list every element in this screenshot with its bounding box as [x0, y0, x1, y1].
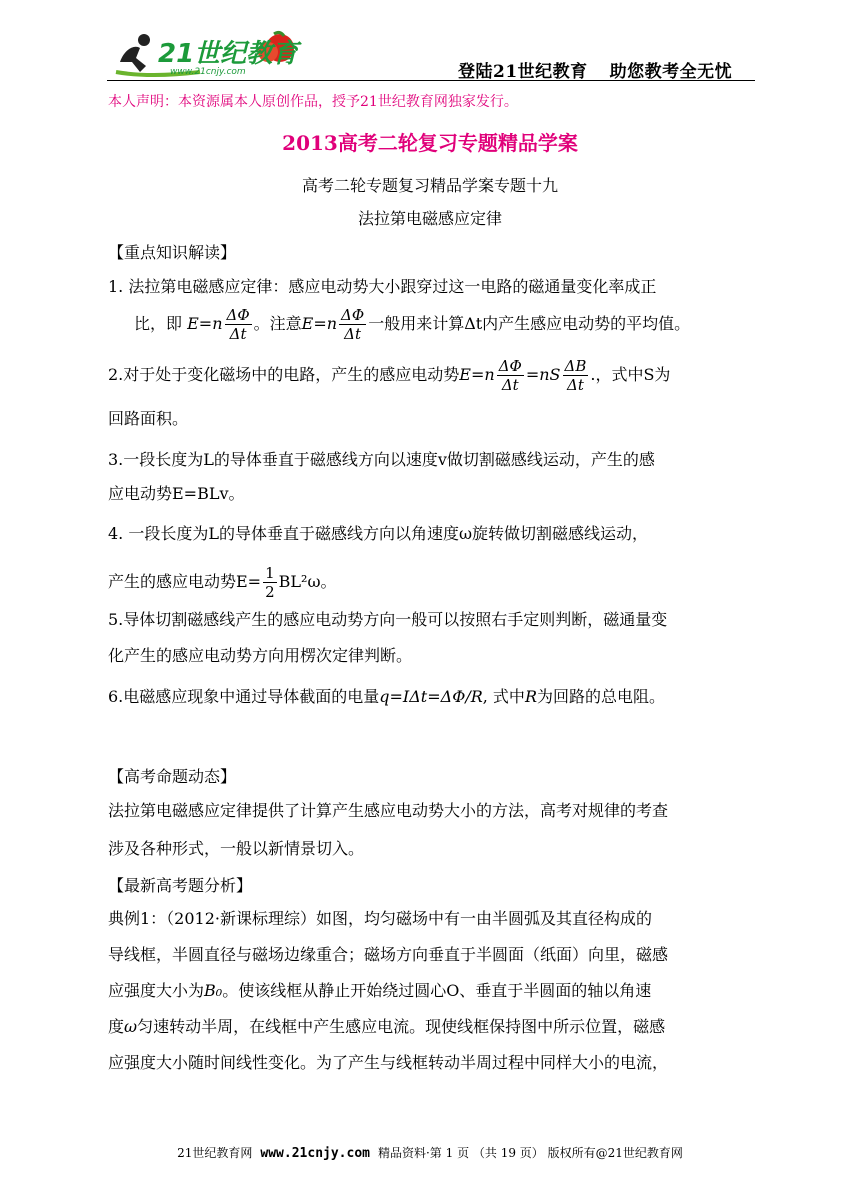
item1-text-a: 比，即 [134, 314, 183, 333]
item3-line2: 应电动势E=BLv。 [108, 484, 245, 503]
item5-line1: 5.导体切割磁感线产生的感应电动势方向一般可以按照右手定则判断，磁通量变 [108, 610, 668, 629]
item1-line1: 1. 法拉第电磁感应定律：感应电动势大小跟穿过这一电路的磁通量变化率成正 [108, 277, 657, 296]
footer-info: 精品资料·第 1 页 （共 19 页） 版权所有@21世纪教育网 [377, 1146, 683, 1160]
fraction-one-half: $\frac{1}{2}$ [265, 564, 275, 601]
item4-text-b: BL²ω。 [278, 572, 337, 591]
logo-graphic [110, 28, 310, 80]
copyright-declaration: 本人声明：本资源属本人原创作品，授予21世纪教育网独家发行。 [108, 94, 518, 110]
page-title: 2013高考二轮复习专题精品学案 [282, 131, 578, 155]
formula-E: E= [459, 365, 485, 384]
logo-url: www.21cnjy.com [170, 67, 246, 77]
header-slogan [458, 57, 732, 82]
page-footer [0, 1144, 860, 1161]
example-line2: 导线框，半圆直径与磁场边缘重合；磁场方向垂直于半圆面（纸面）向里，磁感 [108, 945, 669, 964]
footer-site: 21世纪教育网 [177, 1146, 253, 1160]
item2-line2: 回路面积。 [108, 409, 189, 428]
subtitle-law: 法拉第电磁感应定律 [357, 209, 502, 228]
fraction-dphi-dt-2: $\frac{\Delta\Phi}{\Delta t}$ [341, 306, 365, 343]
item3-line1: 3.一段长度为L的导体垂直于磁感线方向以速度v做切割磁感线运动，产生的感 [108, 450, 655, 469]
item1-text-c: 一般用来计算Δt内产生感应电动势的平均值。 [368, 314, 691, 333]
fraction-dphi-dt: $\frac{\Delta\Phi}{\Delta t}$ [226, 306, 250, 343]
item1-text-b: 。注意 [253, 314, 302, 333]
trends-line1: 法拉第电磁感应定律提供了计算产生感应电动势大小的方法，高考对规律的考查 [108, 801, 669, 820]
item2-line1: 2.对于处于变化磁场中的电路，产生的感应电动势E=n $\frac{\Delta\Phi}{\Delta t}$ =nS $\frac{\Delta B}{\Delta t}$ .，式中S为 [108, 357, 671, 394]
section-key-knowledge: 【重点知识解读】 [108, 243, 237, 262]
symbol-B0: B₀ [204, 981, 223, 1000]
fraction-dB-dt: $\frac{\Delta B}{\Delta t}$ [564, 357, 587, 394]
symbol-omega: ω [124, 1017, 138, 1036]
formula-charge: q=IΔt=ΔΦ/R [379, 687, 483, 706]
slogan-right: 助您教考全无忧 [609, 62, 733, 82]
item2-text-b: .，式中S为 [590, 365, 671, 384]
item4-line2 [108, 564, 337, 601]
header-divider [107, 80, 755, 81]
trends-line2: 涉及各种形式，一般以新情景切入。 [108, 839, 365, 858]
formula-nS: =nS [525, 365, 561, 384]
section-latest-analysis: 【最新高考题分析】 [108, 876, 253, 895]
item1-line2 [134, 306, 690, 343]
formula-E-n-2: E=n [301, 314, 338, 333]
site-logo [110, 28, 310, 80]
item6-line1: 6.电磁感应现象中通过导体截面的电量q=IΔt=ΔΦ/R, 式中R为回路的总电阻。 [108, 687, 665, 706]
section-exam-trends: 【高考命题动态】 [108, 767, 237, 786]
item2-text-a: 2.对于处于变化磁场中的电路，产生的感应电动势 [108, 365, 460, 384]
formula-E-n: E=n [187, 314, 223, 333]
footer-url[interactable]: www.21cnjy.com [260, 1146, 370, 1161]
fraction-dphi-dt-3: $\frac{\Delta\Phi}{\Delta t}$ [498, 357, 522, 394]
example-line5: 应强度大小随时间线性变化。为了产生与线框转动半周过程中同样大小的电流， [108, 1053, 669, 1072]
subtitle-topic: 高考二轮专题复习精品学案专题十九 [301, 176, 558, 195]
slogan-left: 登陆21世纪教育 [458, 62, 588, 82]
item5-line2: 化产生的感应电动势方向用楞次定律判断。 [108, 646, 413, 665]
item4-line1: 4. 一段长度为L的导体垂直于磁感线方向以角速度ω旋转做切割磁感线运动， [108, 524, 649, 543]
example-line1: 典例1：（2012·新课标理综）如图，均匀磁场中有一由半圆弧及其直径构成的 [108, 909, 652, 928]
example-line3: 应强度大小为B₀。使该线框从静止开始绕过圆心O、垂直于半圆面的轴以角速 [108, 981, 652, 1000]
item4-text-a: 产生的感应电动势E= [108, 572, 262, 591]
example-line4: 度ω匀速转动半周，在线框中产生感应电流。现使线框保持图中所示位置，磁感 [108, 1017, 666, 1036]
logo-text: 21世纪教育 [158, 39, 299, 69]
